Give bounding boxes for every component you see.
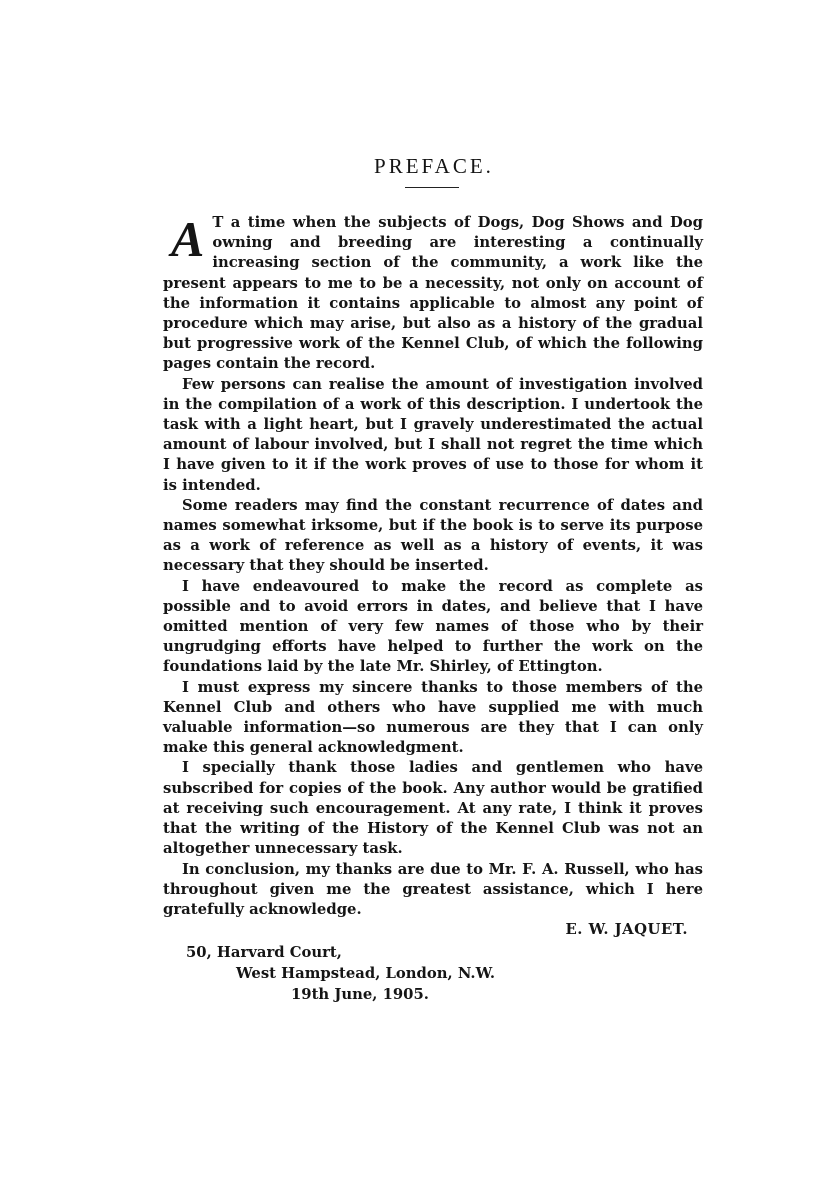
address-line-1: 50, Harvard Court, — [186, 944, 342, 961]
page-title: PREFACE. — [374, 154, 494, 179]
address-line-2: West Hampstead, London, N.W. — [236, 965, 496, 982]
paragraph-5: I must express my sincere thanks to those members of the Kennel Club and others who have supplied me with much valuable information—so numerous are they that I can only make this general acknowledgment. — [163, 678, 703, 757]
paragraph-2: Few persons can realise the amount of investigation involved in the compilation of a work of this description. I undertook the task with a light heart, but I gravely underestimated the actual amount of labour involved, but I shall not regret the time which I have given to it if the work proves of use to those for whom it is intended. — [163, 375, 703, 494]
address-block — [186, 942, 495, 1005]
paragraph-4: I have endeavoured to make the record as complete as possible and to avoid errors in dates, and believe that I have omitted mention of very few names of those who by their ungrudging efforts have helped to further the work on the foundations laid by the late Mr. Shirley, of Ettington. — [163, 577, 703, 676]
paragraph-7: In conclusion, my thanks are due to Mr. F. A. Russell, who has throughout given me the greatest assistance, which I here gratefully acknowledge. — [163, 860, 703, 918]
preface-body — [163, 213, 703, 920]
address-date: 19th June, 1905. — [291, 986, 429, 1003]
paragraph-3: Some readers may find the constant recurrence of dates and names somewhat irksome, but if the book is to serve its purpose as a work of reference as well as a history of events, it was necessary that they should be inserted. — [163, 496, 703, 575]
paragraph-1 — [163, 213, 703, 375]
drop-cap: A — [171, 211, 205, 267]
author-signature: E. W. JAQUET. — [565, 921, 688, 938]
paragraph-1-text: T a time when the subjects of Dogs, Dog Shows and Dog owning and breeding are interesting a continually increasing section of the community, a work like the present appears to me to be a necessity, not only on account of the information it contains applicable to almost any point of procedure which may arise, but also as a history of the gradual but progressive work of the Kennel Club, of which the following pages contain the record. — [163, 214, 703, 373]
paragraph-6: I specially thank those ladies and gentlemen who have subscribed for copies of the book. Any author would be gratified at receiving such encouragement. At any rate, I think it proves that the writing of the History of the Kennel Club was not an altogether unnecessary task. — [163, 759, 703, 858]
title-divider — [405, 187, 459, 188]
